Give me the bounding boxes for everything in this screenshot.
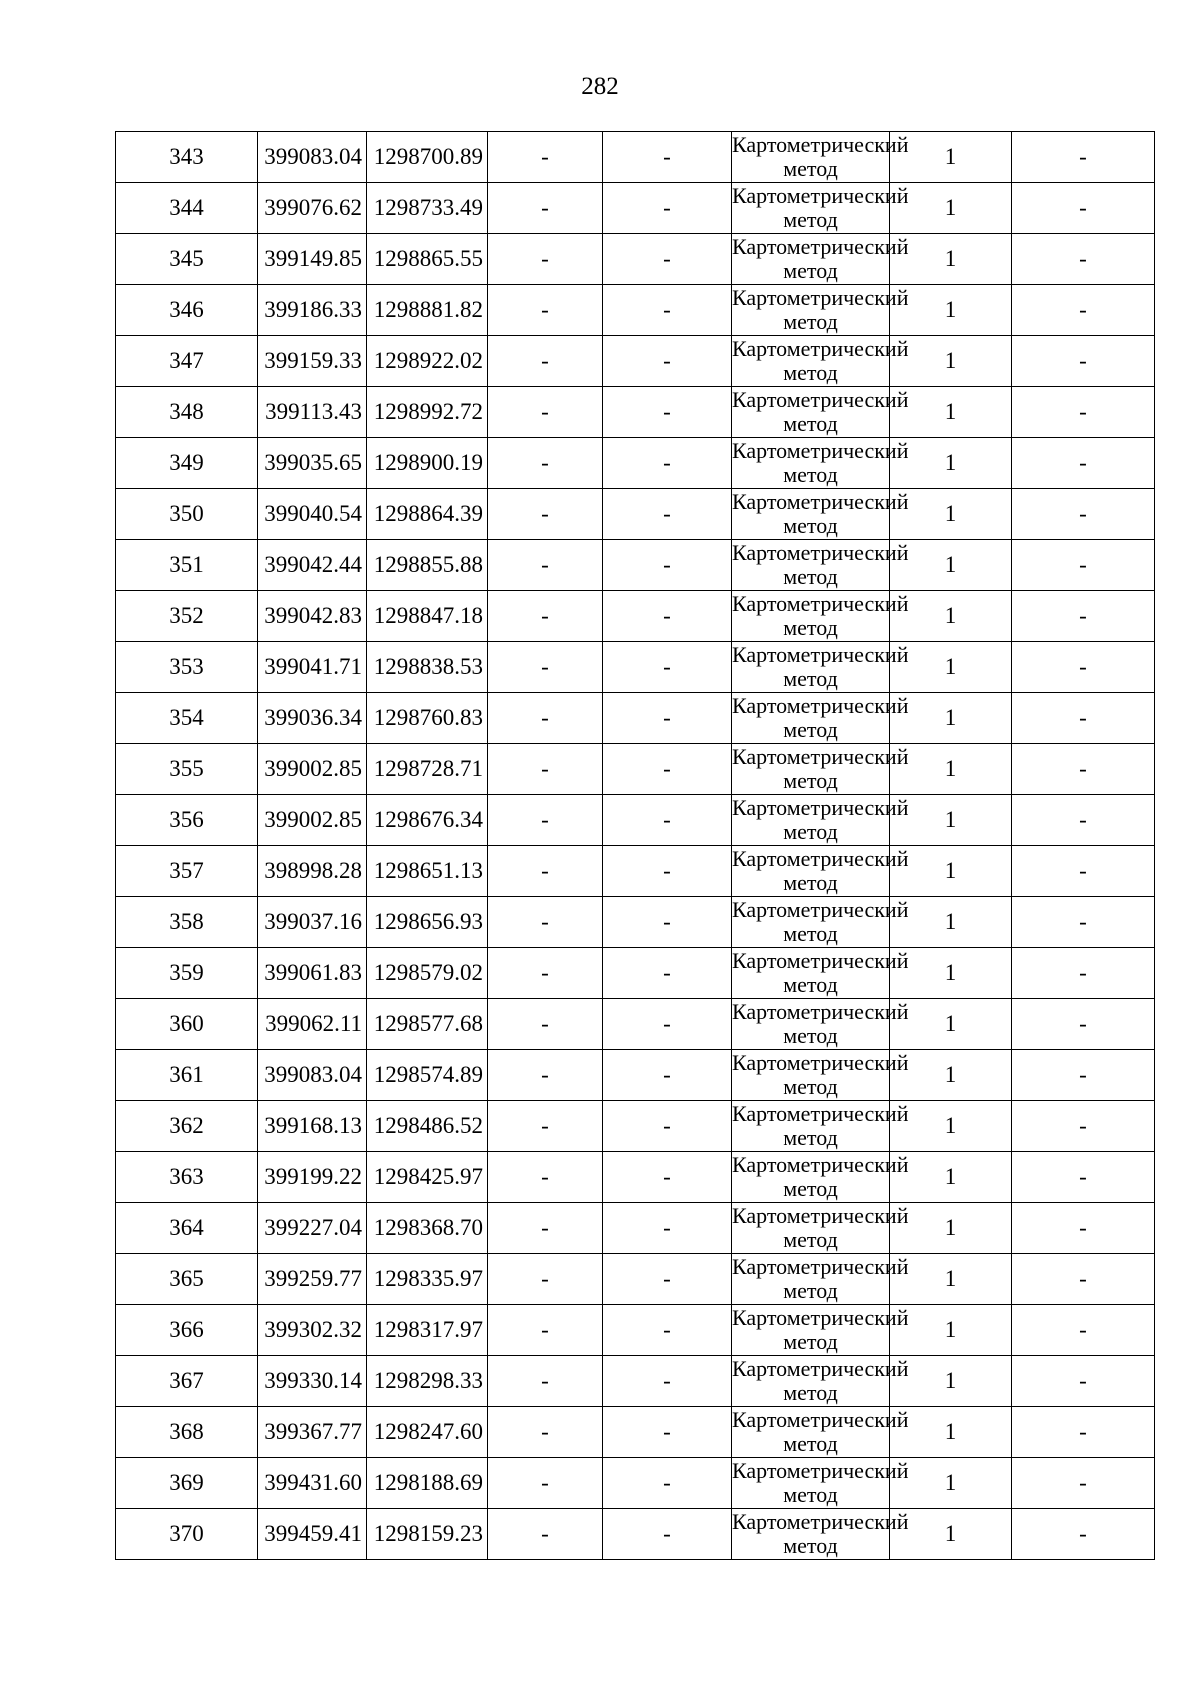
column-8-cell: - bbox=[1012, 1254, 1155, 1305]
column-8-cell: - bbox=[1012, 540, 1155, 591]
method-cell: Картометрический метод bbox=[732, 285, 909, 334]
x-coordinate-cell: 399002.85 bbox=[258, 744, 367, 795]
method-cell: Картометрический метод bbox=[732, 387, 909, 436]
y-coordinate-cell: 1298188.69 bbox=[367, 1458, 488, 1509]
column-7-cell: 1 bbox=[890, 438, 1012, 489]
column-8-cell: - bbox=[1012, 1101, 1155, 1152]
column-5-cell: - bbox=[603, 1203, 732, 1254]
column-4-cell: - bbox=[488, 1152, 603, 1203]
y-coordinate-cell: 1298864.39 bbox=[367, 489, 488, 540]
column-4-cell: - bbox=[488, 744, 603, 795]
column-7-cell: 1 bbox=[890, 897, 1012, 948]
y-coordinate-cell: 1298425.97 bbox=[367, 1152, 488, 1203]
column-7-cell: 1 bbox=[890, 846, 1012, 897]
x-coordinate-cell: 399041.71 bbox=[258, 642, 367, 693]
column-7-cell: 1 bbox=[890, 744, 1012, 795]
method-cell: Картометрический метод bbox=[732, 1152, 909, 1201]
column-7-cell: 1 bbox=[890, 1101, 1012, 1152]
column-8-cell: - bbox=[1012, 336, 1155, 387]
column-7-cell: 1 bbox=[890, 234, 1012, 285]
page-number: 282 bbox=[581, 73, 619, 100]
table-row bbox=[116, 540, 1155, 591]
x-coordinate-cell: 399227.04 bbox=[258, 1203, 367, 1254]
point-number-cell: 355 bbox=[116, 744, 258, 795]
point-number-cell: 361 bbox=[116, 1050, 258, 1101]
column-4-cell: - bbox=[488, 795, 603, 846]
point-number-cell: 367 bbox=[116, 1356, 258, 1407]
table-row bbox=[116, 795, 1155, 846]
table-row bbox=[116, 1050, 1155, 1101]
column-5-cell: - bbox=[603, 591, 732, 642]
column-7-cell: 1 bbox=[890, 387, 1012, 438]
y-coordinate-cell: 1298577.68 bbox=[367, 999, 488, 1050]
y-coordinate-cell: 1298900.19 bbox=[367, 438, 488, 489]
table-row bbox=[116, 234, 1155, 285]
table-row bbox=[116, 999, 1155, 1050]
column-5-cell: - bbox=[603, 1305, 732, 1356]
column-8-cell: - bbox=[1012, 438, 1155, 489]
x-coordinate-cell: 399367.77 bbox=[258, 1407, 367, 1458]
method-cell: Картометрический метод bbox=[732, 1458, 909, 1507]
column-8-cell: - bbox=[1012, 591, 1155, 642]
point-number-cell: 356 bbox=[116, 795, 258, 846]
column-7-cell: 1 bbox=[890, 693, 1012, 744]
x-coordinate-cell: 399159.33 bbox=[258, 336, 367, 387]
column-5-cell: - bbox=[603, 744, 732, 795]
y-coordinate-cell: 1298855.88 bbox=[367, 540, 488, 591]
y-coordinate-cell: 1298865.55 bbox=[367, 234, 488, 285]
column-8-cell: - bbox=[1012, 1509, 1155, 1560]
table-row bbox=[116, 1509, 1155, 1560]
table-row bbox=[116, 846, 1155, 897]
column-8-cell: - bbox=[1012, 1152, 1155, 1203]
point-number-cell: 347 bbox=[116, 336, 258, 387]
column-4-cell: - bbox=[488, 1305, 603, 1356]
x-coordinate-cell: 399042.83 bbox=[258, 591, 367, 642]
y-coordinate-cell: 1298881.82 bbox=[367, 285, 488, 336]
y-coordinate-cell: 1298486.52 bbox=[367, 1101, 488, 1152]
column-7-cell: 1 bbox=[890, 1254, 1012, 1305]
column-4-cell: - bbox=[488, 948, 603, 999]
column-8-cell: - bbox=[1012, 234, 1155, 285]
column-8-cell: - bbox=[1012, 744, 1155, 795]
table-row bbox=[116, 132, 1155, 183]
table-row bbox=[116, 897, 1155, 948]
table-row bbox=[116, 387, 1155, 438]
column-5-cell: - bbox=[603, 1407, 732, 1458]
table-row bbox=[116, 1254, 1155, 1305]
point-number-cell: 369 bbox=[116, 1458, 258, 1509]
column-4-cell: - bbox=[488, 540, 603, 591]
column-4-cell: - bbox=[488, 897, 603, 948]
method-cell: Картометрический метод bbox=[732, 591, 909, 640]
column-4-cell: - bbox=[488, 1458, 603, 1509]
column-8-cell: - bbox=[1012, 489, 1155, 540]
method-cell: Картометрический метод bbox=[732, 642, 909, 691]
x-coordinate-cell: 399459.41 bbox=[258, 1509, 367, 1560]
column-7-cell: 1 bbox=[890, 1152, 1012, 1203]
point-number-cell: 357 bbox=[116, 846, 258, 897]
method-cell: Картометрический метод bbox=[732, 897, 909, 946]
method-cell: Картометрический метод bbox=[732, 1407, 909, 1456]
x-coordinate-cell: 399062.11 bbox=[258, 999, 367, 1050]
x-coordinate-cell: 399431.60 bbox=[258, 1458, 367, 1509]
method-cell: Картометрический метод bbox=[732, 540, 909, 589]
column-8-cell: - bbox=[1012, 999, 1155, 1050]
y-coordinate-cell: 1298368.70 bbox=[367, 1203, 488, 1254]
column-8-cell: - bbox=[1012, 285, 1155, 336]
table-row bbox=[116, 591, 1155, 642]
table-row bbox=[116, 948, 1155, 999]
column-7-cell: 1 bbox=[890, 183, 1012, 234]
column-7-cell: 1 bbox=[890, 1203, 1012, 1254]
method-cell: Картометрический метод bbox=[732, 999, 909, 1048]
method-cell: Картометрический метод bbox=[732, 183, 909, 232]
table-body bbox=[116, 132, 1155, 1560]
column-4-cell: - bbox=[488, 183, 603, 234]
point-number-cell: 359 bbox=[116, 948, 258, 999]
column-5-cell: - bbox=[603, 1254, 732, 1305]
table-row bbox=[116, 744, 1155, 795]
x-coordinate-cell: 399042.44 bbox=[258, 540, 367, 591]
x-coordinate-cell: 399035.65 bbox=[258, 438, 367, 489]
column-4-cell: - bbox=[488, 1050, 603, 1101]
column-5-cell: - bbox=[603, 1050, 732, 1101]
column-4-cell: - bbox=[488, 489, 603, 540]
method-cell: Картометрический метод bbox=[732, 693, 909, 742]
point-number-cell: 346 bbox=[116, 285, 258, 336]
column-4-cell: - bbox=[488, 1407, 603, 1458]
method-cell: Картометрический метод bbox=[732, 1509, 909, 1558]
column-8-cell: - bbox=[1012, 693, 1155, 744]
x-coordinate-cell: 399302.32 bbox=[258, 1305, 367, 1356]
column-7-cell: 1 bbox=[890, 1050, 1012, 1101]
x-coordinate-cell: 399330.14 bbox=[258, 1356, 367, 1407]
y-coordinate-cell: 1298335.97 bbox=[367, 1254, 488, 1305]
column-4-cell: - bbox=[488, 336, 603, 387]
column-4-cell: - bbox=[488, 387, 603, 438]
column-5-cell: - bbox=[603, 1152, 732, 1203]
column-8-cell: - bbox=[1012, 1407, 1155, 1458]
table-row bbox=[116, 693, 1155, 744]
point-number-cell: 353 bbox=[116, 642, 258, 693]
x-coordinate-cell: 399002.85 bbox=[258, 795, 367, 846]
method-cell: Картометрический метод bbox=[732, 438, 909, 487]
x-coordinate-cell: 399113.43 bbox=[258, 387, 367, 438]
column-5-cell: - bbox=[603, 183, 732, 234]
x-coordinate-cell: 399036.34 bbox=[258, 693, 367, 744]
table-row bbox=[116, 1101, 1155, 1152]
table-row bbox=[116, 489, 1155, 540]
x-coordinate-cell: 399168.13 bbox=[258, 1101, 367, 1152]
point-number-cell: 352 bbox=[116, 591, 258, 642]
column-8-cell: - bbox=[1012, 846, 1155, 897]
table-row bbox=[116, 183, 1155, 234]
column-5-cell: - bbox=[603, 285, 732, 336]
point-number-cell: 360 bbox=[116, 999, 258, 1050]
y-coordinate-cell: 1298574.89 bbox=[367, 1050, 488, 1101]
point-number-cell: 370 bbox=[116, 1509, 258, 1560]
column-7-cell: 1 bbox=[890, 591, 1012, 642]
column-4-cell: - bbox=[488, 132, 603, 183]
column-7-cell: 1 bbox=[890, 948, 1012, 999]
point-number-cell: 351 bbox=[116, 540, 258, 591]
column-8-cell: - bbox=[1012, 1203, 1155, 1254]
column-8-cell: - bbox=[1012, 795, 1155, 846]
column-5-cell: - bbox=[603, 132, 732, 183]
column-5-cell: - bbox=[603, 999, 732, 1050]
column-7-cell: 1 bbox=[890, 795, 1012, 846]
x-coordinate-cell: 399037.16 bbox=[258, 897, 367, 948]
column-7-cell: 1 bbox=[890, 1305, 1012, 1356]
point-number-cell: 345 bbox=[116, 234, 258, 285]
column-4-cell: - bbox=[488, 999, 603, 1050]
column-5-cell: - bbox=[603, 693, 732, 744]
point-number-cell: 354 bbox=[116, 693, 258, 744]
x-coordinate-cell: 399186.33 bbox=[258, 285, 367, 336]
y-coordinate-cell: 1298317.97 bbox=[367, 1305, 488, 1356]
y-coordinate-cell: 1298247.60 bbox=[367, 1407, 488, 1458]
x-coordinate-cell: 399076.62 bbox=[258, 183, 367, 234]
column-8-cell: - bbox=[1012, 642, 1155, 693]
column-7-cell: 1 bbox=[890, 285, 1012, 336]
column-8-cell: - bbox=[1012, 1356, 1155, 1407]
method-cell: Картометрический метод bbox=[732, 336, 909, 385]
point-number-cell: 344 bbox=[116, 183, 258, 234]
y-coordinate-cell: 1298838.53 bbox=[367, 642, 488, 693]
column-4-cell: - bbox=[488, 1203, 603, 1254]
y-coordinate-cell: 1298733.49 bbox=[367, 183, 488, 234]
point-number-cell: 366 bbox=[116, 1305, 258, 1356]
y-coordinate-cell: 1298847.18 bbox=[367, 591, 488, 642]
method-cell: Картометрический метод bbox=[732, 1050, 909, 1099]
column-4-cell: - bbox=[488, 1509, 603, 1560]
point-number-cell: 343 bbox=[116, 132, 258, 183]
table-row bbox=[116, 1203, 1155, 1254]
point-number-cell: 365 bbox=[116, 1254, 258, 1305]
x-coordinate-cell: 399040.54 bbox=[258, 489, 367, 540]
method-cell: Картометрический метод bbox=[732, 1254, 909, 1303]
table-row bbox=[116, 336, 1155, 387]
column-4-cell: - bbox=[488, 693, 603, 744]
column-5-cell: - bbox=[603, 846, 732, 897]
point-number-cell: 368 bbox=[116, 1407, 258, 1458]
column-8-cell: - bbox=[1012, 183, 1155, 234]
column-8-cell: - bbox=[1012, 897, 1155, 948]
x-coordinate-cell: 399149.85 bbox=[258, 234, 367, 285]
column-4-cell: - bbox=[488, 234, 603, 285]
y-coordinate-cell: 1298676.34 bbox=[367, 795, 488, 846]
column-7-cell: 1 bbox=[890, 540, 1012, 591]
y-coordinate-cell: 1298922.02 bbox=[367, 336, 488, 387]
method-cell: Картометрический метод bbox=[732, 1356, 909, 1405]
point-number-cell: 364 bbox=[116, 1203, 258, 1254]
method-cell: Картометрический метод bbox=[732, 1305, 909, 1354]
point-number-cell: 348 bbox=[116, 387, 258, 438]
y-coordinate-cell: 1298728.71 bbox=[367, 744, 488, 795]
column-5-cell: - bbox=[603, 1458, 732, 1509]
x-coordinate-cell: 398998.28 bbox=[258, 846, 367, 897]
y-coordinate-cell: 1298656.93 bbox=[367, 897, 488, 948]
method-cell: Картометрический метод bbox=[732, 132, 909, 181]
point-number-cell: 349 bbox=[116, 438, 258, 489]
x-coordinate-cell: 399083.04 bbox=[258, 132, 367, 183]
y-coordinate-cell: 1298298.33 bbox=[367, 1356, 488, 1407]
column-5-cell: - bbox=[603, 489, 732, 540]
column-5-cell: - bbox=[603, 795, 732, 846]
point-number-cell: 350 bbox=[116, 489, 258, 540]
method-cell: Картометрический метод bbox=[732, 234, 909, 283]
column-8-cell: - bbox=[1012, 132, 1155, 183]
x-coordinate-cell: 399199.22 bbox=[258, 1152, 367, 1203]
column-5-cell: - bbox=[603, 540, 732, 591]
column-5-cell: - bbox=[603, 642, 732, 693]
column-4-cell: - bbox=[488, 642, 603, 693]
column-7-cell: 1 bbox=[890, 1509, 1012, 1560]
column-8-cell: - bbox=[1012, 1305, 1155, 1356]
x-coordinate-cell: 399259.77 bbox=[258, 1254, 367, 1305]
column-7-cell: 1 bbox=[890, 132, 1012, 183]
column-5-cell: - bbox=[603, 336, 732, 387]
x-coordinate-cell: 399061.83 bbox=[258, 948, 367, 999]
y-coordinate-cell: 1298651.13 bbox=[367, 846, 488, 897]
x-coordinate-cell: 399083.04 bbox=[258, 1050, 367, 1101]
coordinates-table bbox=[115, 131, 1155, 1560]
column-4-cell: - bbox=[488, 591, 603, 642]
method-cell: Картометрический метод bbox=[732, 846, 909, 895]
y-coordinate-cell: 1298700.89 bbox=[367, 132, 488, 183]
column-7-cell: 1 bbox=[890, 336, 1012, 387]
y-coordinate-cell: 1298992.72 bbox=[367, 387, 488, 438]
column-5-cell: - bbox=[603, 438, 732, 489]
column-5-cell: - bbox=[603, 1509, 732, 1560]
point-number-cell: 358 bbox=[116, 897, 258, 948]
y-coordinate-cell: 1298159.23 bbox=[367, 1509, 488, 1560]
column-7-cell: 1 bbox=[890, 999, 1012, 1050]
method-cell: Картометрический метод bbox=[732, 948, 909, 997]
table-row bbox=[116, 1305, 1155, 1356]
point-number-cell: 362 bbox=[116, 1101, 258, 1152]
method-cell: Картометрический метод bbox=[732, 1203, 909, 1252]
column-5-cell: - bbox=[603, 234, 732, 285]
y-coordinate-cell: 1298579.02 bbox=[367, 948, 488, 999]
column-7-cell: 1 bbox=[890, 642, 1012, 693]
column-8-cell: - bbox=[1012, 1458, 1155, 1509]
column-5-cell: - bbox=[603, 897, 732, 948]
column-7-cell: 1 bbox=[890, 1356, 1012, 1407]
column-4-cell: - bbox=[488, 1356, 603, 1407]
table-row bbox=[116, 285, 1155, 336]
method-cell: Картометрический метод bbox=[732, 489, 909, 538]
column-5-cell: - bbox=[603, 948, 732, 999]
column-8-cell: - bbox=[1012, 948, 1155, 999]
table-row bbox=[116, 438, 1155, 489]
column-7-cell: 1 bbox=[890, 489, 1012, 540]
point-number-cell: 363 bbox=[116, 1152, 258, 1203]
column-4-cell: - bbox=[488, 1101, 603, 1152]
column-5-cell: - bbox=[603, 1101, 732, 1152]
method-cell: Картометрический метод bbox=[732, 744, 909, 793]
method-cell: Картометрический метод bbox=[732, 1101, 909, 1150]
column-8-cell: - bbox=[1012, 1050, 1155, 1101]
table-row bbox=[116, 1407, 1155, 1458]
table-row bbox=[116, 1356, 1155, 1407]
y-coordinate-cell: 1298760.83 bbox=[367, 693, 488, 744]
column-7-cell: 1 bbox=[890, 1458, 1012, 1509]
table-row bbox=[116, 1152, 1155, 1203]
column-5-cell: - bbox=[603, 387, 732, 438]
column-5-cell: - bbox=[603, 1356, 732, 1407]
method-cell: Картометрический метод bbox=[732, 795, 909, 844]
column-8-cell: - bbox=[1012, 387, 1155, 438]
column-4-cell: - bbox=[488, 1254, 603, 1305]
column-7-cell: 1 bbox=[890, 1407, 1012, 1458]
column-4-cell: - bbox=[488, 846, 603, 897]
column-4-cell: - bbox=[488, 438, 603, 489]
table-row bbox=[116, 642, 1155, 693]
column-4-cell: - bbox=[488, 285, 603, 336]
table-row bbox=[116, 1458, 1155, 1509]
